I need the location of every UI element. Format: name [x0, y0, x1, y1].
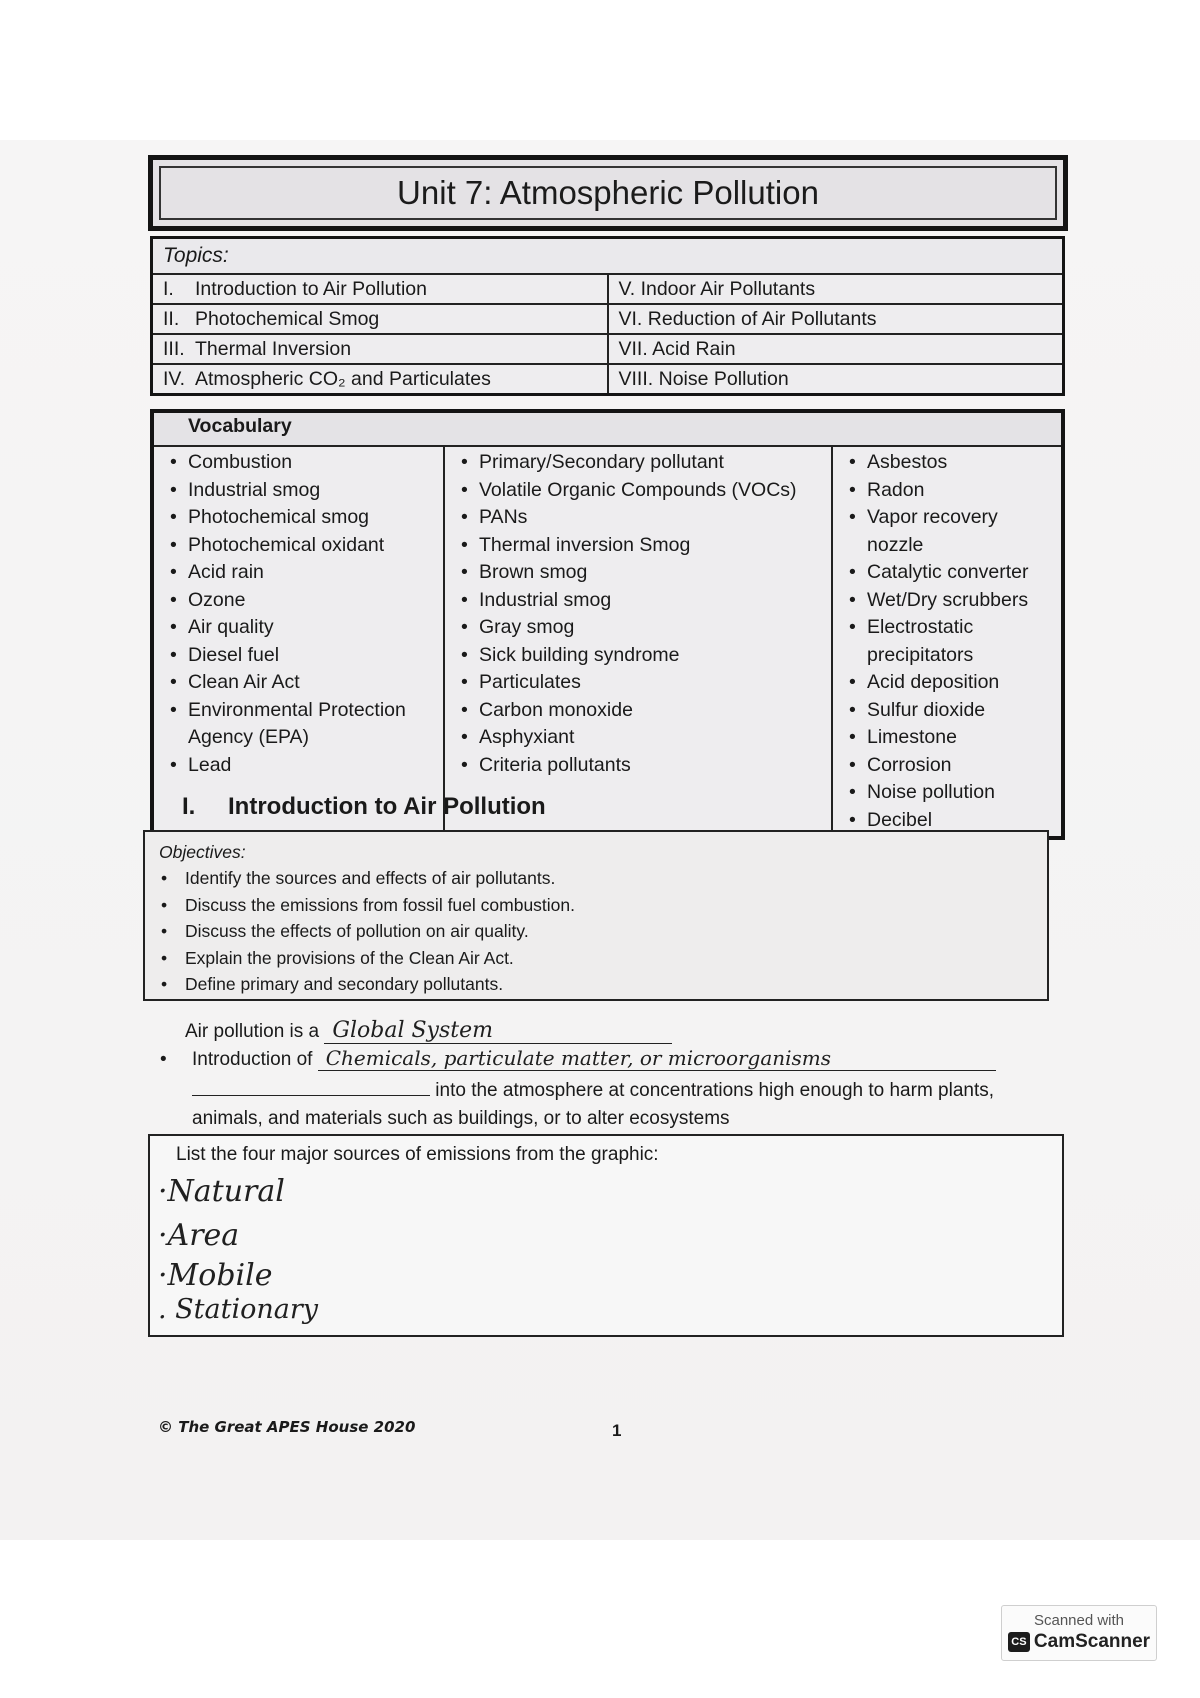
vocab-term: • Acid deposition	[849, 669, 1051, 697]
air-pollution-definition: Air pollution is a Global System	[185, 1018, 672, 1044]
handwritten-answer: ·Mobile	[158, 1258, 273, 1293]
vocab-term: • Industrial smog	[461, 587, 821, 615]
objective-item: • Identify the sources and effects of air pollutants.	[159, 865, 1033, 892]
topic-item: VIII. Noise Pollution	[608, 364, 1064, 395]
vocab-term: • Criteria pollutants	[461, 752, 821, 780]
vocab-term: • Electrostatic precipitators	[849, 614, 1051, 669]
vocab-term: • Primary/Secondary pollutant	[461, 449, 821, 477]
vocab-term: • Air quality	[170, 614, 433, 642]
vocab-term: • Industrial smog	[170, 477, 433, 505]
vocab-term: • Ozone	[170, 587, 433, 615]
objective-item: • Discuss the effects of pollution on air quality.	[159, 918, 1033, 945]
vocab-term: • Lead	[170, 752, 433, 780]
vocab-term: • Noise pollution	[849, 779, 1051, 807]
vocab-term: • Asphyxiant	[461, 724, 821, 752]
intro-line-3: animals, and materials such as buildings, or to alter ecosystems	[192, 1108, 730, 1129]
objective-item: • Define primary and secondary pollutants.	[159, 971, 1033, 998]
objective-item: • Discuss the emissions from fossil fuel combustion.	[159, 892, 1033, 919]
vocabulary-header: Vocabulary	[152, 411, 1063, 446]
vocab-term: • Particulates	[461, 669, 821, 697]
vocab-term: • Corrosion	[849, 752, 1051, 780]
footer-copyright: © The Great APES House 2020	[158, 1418, 416, 1436]
topics-table	[150, 236, 1065, 396]
vocab-term: • Thermal inversion Smog	[461, 532, 821, 560]
vocab-term: • PANs	[461, 504, 821, 532]
vocab-term: • Gray smog	[461, 614, 821, 642]
vocab-term: • Vapor recovery nozzle	[849, 504, 1051, 559]
vocab-term: • Environmental Protection Agency (EPA)	[170, 697, 433, 752]
objective-item: • Explain the provisions of the Clean Air Act.	[159, 945, 1033, 972]
vocab-column-1	[152, 446, 444, 838]
vocab-term: • Diesel fuel	[170, 642, 433, 670]
objectives-box	[143, 830, 1049, 1001]
camscanner-name: CamScanner	[1033, 1631, 1151, 1652]
vocab-term: • Limestone	[849, 724, 1051, 752]
vocab-term: • Wet/Dry scrubbers	[849, 587, 1051, 615]
vocabulary-table	[150, 409, 1065, 840]
vocab-term: • Clean Air Act	[170, 669, 433, 697]
section-heading: I. Introduction to Air Pollution	[182, 793, 546, 820]
topics-header: Topics:	[152, 238, 1064, 275]
topic-item: II. Photochemical Smog	[152, 304, 608, 334]
camscanner-watermark	[1001, 1605, 1157, 1661]
sources-box	[148, 1134, 1064, 1337]
answer-blank: Global System	[324, 1018, 672, 1044]
vocab-term: • Acid rain	[170, 559, 433, 587]
intro-bullet: • Introduction of Chemicals, particulate matter, or microorganisms	[160, 1046, 996, 1071]
topic-item: I. Introduction to Air Pollution	[152, 274, 608, 304]
objectives-label: Objectives:	[159, 842, 246, 862]
vocab-column-2	[444, 446, 832, 838]
vocab-term: • Sulfur dioxide	[849, 697, 1051, 725]
scanned-with-text: Scanned with	[1033, 1612, 1125, 1629]
topic-item: IV. Atmospheric CO₂ and Particulates	[152, 364, 608, 395]
vocab-term: • Catalytic converter	[849, 559, 1051, 587]
vocab-term: • Sick building syndrome	[461, 642, 821, 670]
handwritten-answer: . Stationary	[158, 1294, 318, 1325]
vocab-term: • Carbon monoxide	[461, 697, 821, 725]
answer-blank: Chemicals, particulate matter, or microorganisms	[318, 1046, 996, 1071]
topic-item: VII. Acid Rain	[608, 334, 1064, 364]
vocab-term: • Photochemical smog	[170, 504, 433, 532]
handwritten-answer: ·Area	[158, 1218, 240, 1253]
handwritten-answer: ·Natural	[158, 1174, 285, 1209]
vocab-term: • Brown smog	[461, 559, 821, 587]
objectives-list	[159, 865, 1033, 998]
topic-item: VI. Reduction of Air Pollutants	[608, 304, 1064, 334]
page-number: 1	[612, 1421, 622, 1440]
topic-item: V. Indoor Air Pollutants	[608, 274, 1064, 304]
empty-blank	[192, 1077, 430, 1096]
vocab-term: • Photochemical oxidant	[170, 532, 433, 560]
vocab-term: • Radon	[849, 477, 1051, 505]
vocab-term: • Decibel	[849, 807, 1051, 835]
vocab-term: • Volatile Organic Compounds (VOCs)	[461, 477, 821, 505]
intro-line-2: into the atmosphere at concentrations high enough to harm plants,	[192, 1077, 994, 1102]
topic-item: III. Thermal Inversion	[152, 334, 608, 364]
sources-prompt: List the four major sources of emissions from the graphic:	[176, 1144, 659, 1165]
page-title: Unit 7: Atmospheric Pollution	[159, 166, 1057, 220]
vocab-column-3	[832, 446, 1063, 838]
vocab-term: • Combustion	[170, 449, 433, 477]
vocab-term: • Asbestos	[849, 449, 1051, 477]
camscanner-logo-icon: CS	[1008, 1632, 1030, 1652]
title-banner	[148, 155, 1068, 231]
